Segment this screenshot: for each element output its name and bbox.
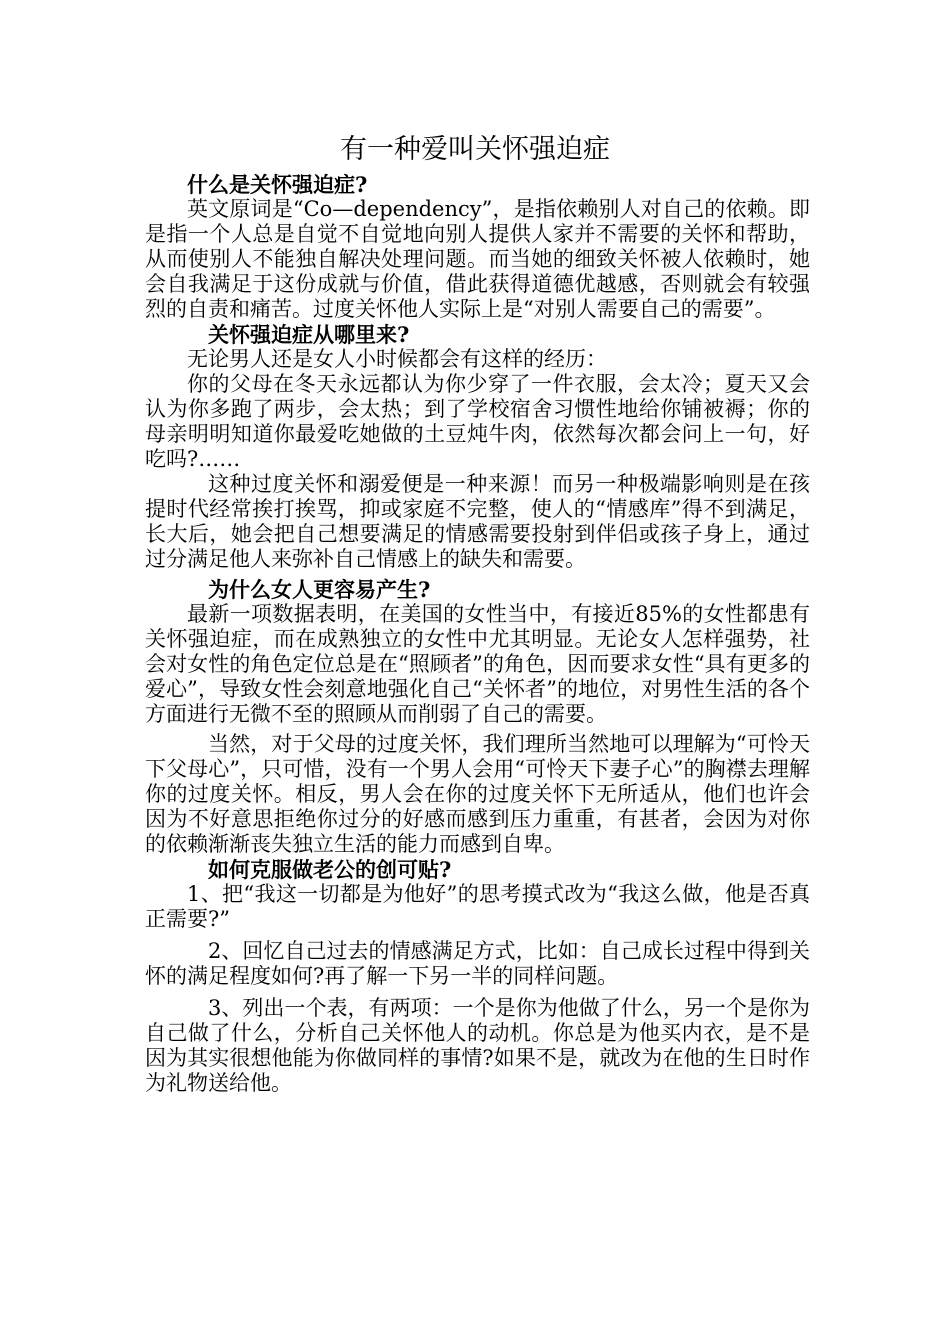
- section-heading-origin: 关怀强迫症从哪里来?: [208, 322, 410, 347]
- list-item-2: 2、回忆自己过去的情感满足方式，比如：自己成长过程中得到关怀的满足程度如何?再了解一下另一半的同样问题。: [145, 939, 810, 988]
- paragraph-source: 这种过度关怀和溺爱便是一种来源！而另一种极端影响则是在孩提时代经常挨打挨骂，抑或家庭不完整，使人的“情感库”得不到满足，长大后，她会把自己想要满足的情感需要投射到伴侣或孩子身上，通过过分满足他人来弥补自己情感上的缺失和需要。: [145, 472, 810, 571]
- section-heading-why-women: 为什么女人更容易产生?: [208, 577, 431, 602]
- section-heading-what-is: 什么是关怀强迫症?: [187, 172, 368, 197]
- paragraph-experience-intro: 无论男人还是女人小时候都会有这样的经历：: [187, 347, 607, 371]
- paragraph-parents-example: 你的父母在冬天永远都认为你少穿了一件衣服，会太冷；夏天又会认为你多跑了两步，会太热；到了学校宿舍习惯性地给你铺被褥；你的母亲明明知道你最爱吃她做的土豆炖牛肉，依然每次都会问上一句，好吃吗?……: [145, 372, 810, 471]
- document-title: 有一种爱叫关怀强迫症: [340, 134, 610, 165]
- list-item-1: 1、把“我这一切都是为他好”的思考摸式改为“我这么做，他是否真正需要?”: [145, 882, 810, 931]
- paragraph-definition: 英文原词是“Co—dependency”，是指依赖别人对自己的依赖。即是指一个人总是自觉不自觉地向别人提供人家并不需要的关怀和帮助，从而使别人不能独自解决处理问题。而当她的细致关怀被人依赖时，她会自我满足于这份成就与价值，借此获得道德优越感，否则就会有较强烈的自责和痛苦。过度关怀他人实际上是“对别人需要自己的需要”。: [145, 197, 810, 321]
- paragraph-husband-pressure: 当然，对于父母的过度关怀，我们理所当然地可以理解为“可怜天下父母心”，只可惜，没有一个男人会用“可怜天下妻子心”的胸襟去理解你的过度关怀。相反，男人会在你的过度关怀下无所适从，他们也许会因为不好意思拒绝你过分的好感而感到压力重重，有甚者，会因为对你的依赖渐渐丧失独立生活的能力而感到自卑。: [145, 732, 810, 856]
- document-body: [145, 172, 810, 1096]
- section-heading-how-to-overcome: 如何克服做老公的创可贴?: [208, 857, 452, 882]
- paragraph-statistics: 最新一项数据表明，在美国的女性当中，有接近85%的女性都患有关怀强迫症，而在成熟独立的女性中尤其明显。无论女人怎样强势，社会对女性的角色定位总是在“照顾者”的角色，因而要求女性“具有更多的爱心”，导致女性会刻意地强化自己“关怀者”的地位，对男性生活的各个方面进行无微不至的照顾从而削弱了自己的需要。: [145, 602, 810, 726]
- list-item-3: 3、列出一个表，有两项：一个是你为他做了什么，另一个是你为自己做了什么，分析自己关怀他人的动机。你总是为他买内衣，是不是因为其实很想他能为你做同样的事情?如果不是，就改为在他的生日时作为礼物送给他。: [145, 996, 810, 1095]
